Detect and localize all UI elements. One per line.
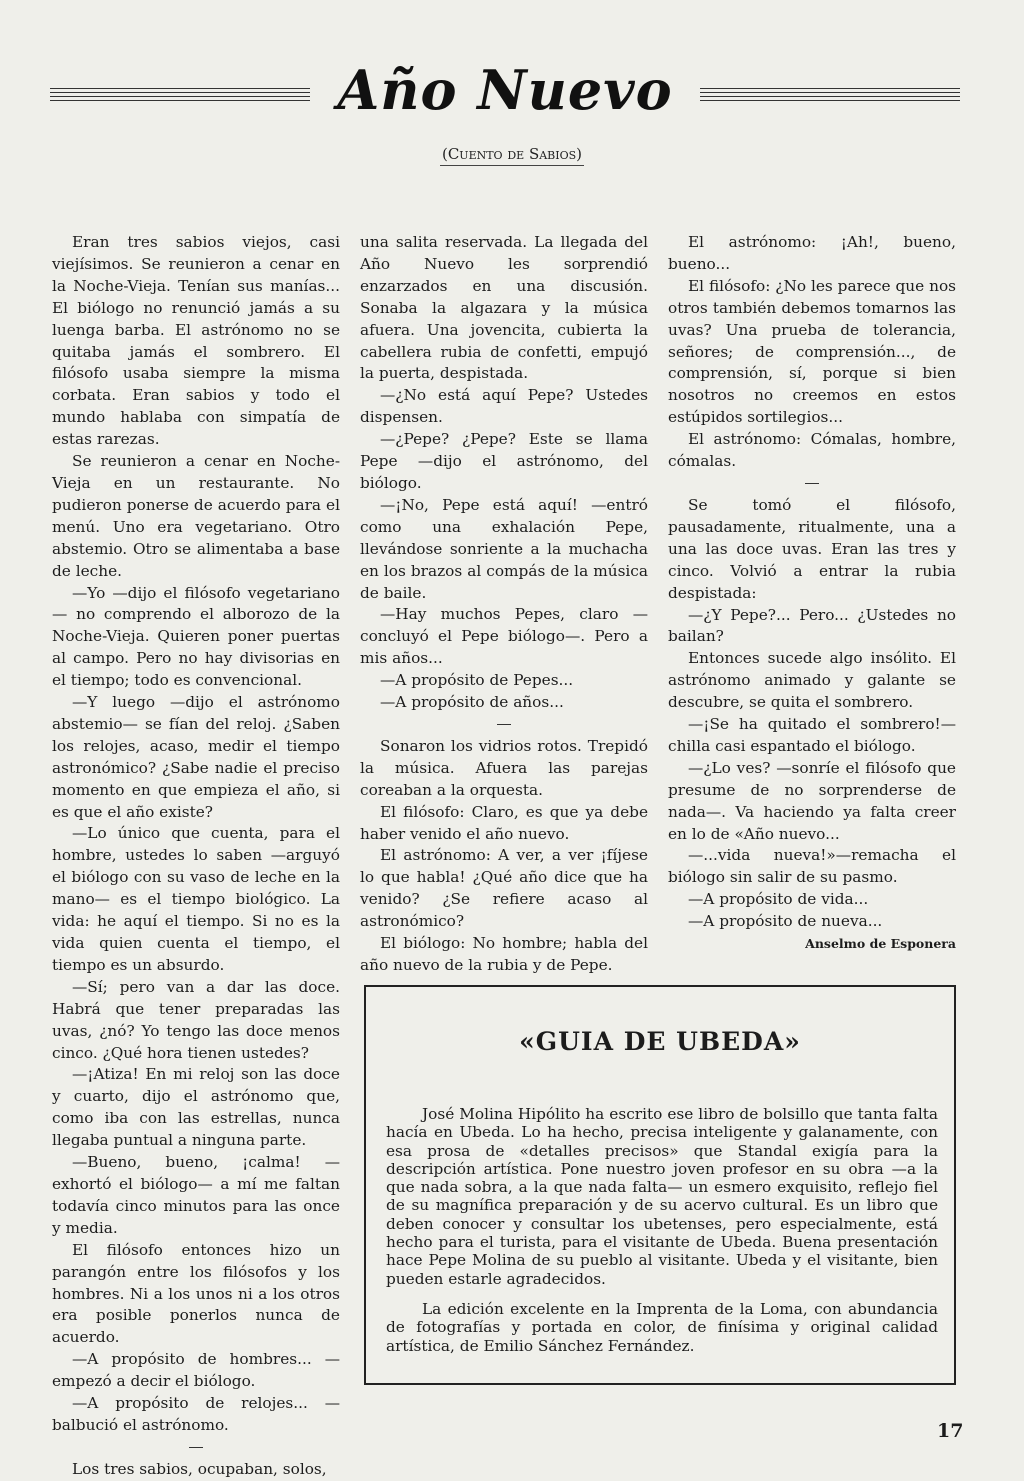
- article-subtitle: [0, 145, 1024, 163]
- paragraph: —¡Atiza! En mi reloj son las doce y cuarto, dijo el astrónomo que, como iba con las estrellas, nunca llegaba puntual a ninguna parte.: [52, 1065, 340, 1150]
- paragraph: —A propósito de hombres... —empezó a decir el biólogo.: [52, 1350, 340, 1391]
- paragraph: —A propósito de relojes... —balbució el astrónomo.: [52, 1394, 340, 1434]
- paragraph: —¿Lo ves? —sonríe el filósofo que presume de no sorprenderse de nada—. Va haciendo ya falta creer en lo de «Año nuevo...: [668, 758, 956, 843]
- paragraph: una salita reservada. La llegada del Año Nuevo les sorprendió enzarzados en una discusión. Sonaba la algazara y la música afuera. Una jovencita, cubierta la cabellera rubia de confetti, empujó la puerta, despistada.: [360, 233, 648, 383]
- paragraph: —...vida nueva!»—remacha el biólogo sin salir de su pasmo.: [668, 846, 956, 887]
- section-separator: [668, 473, 956, 495]
- section-separator: [52, 1437, 340, 1459]
- paragraph: —¿Pepe? ¿Pepe? Este se llama Pepe —dijo el astrónomo, del biólogo.: [360, 430, 648, 492]
- paragraph: Eran tres sabios viejos, casi viejísimos. Se reunieron a cenar en la Noche-Vieja. Tenían sus manías... El biólogo no renunció jamás a su luenga barba. El astrónomo no se quitaba jamás el sombrero. El filósofo usaba siempre la misma corbata. Eran sabios y todo el mundo hablaba con simpatía de estas rarezas.: [52, 233, 340, 449]
- paragraph: —Yo —dijo el filósofo vegetariano— no comprendo el alborozo de la Noche-Vieja. Quieren poner puertas al campo. Pero no hay divisorias en el tiempo; todo es convencional.: [52, 583, 340, 690]
- paragraph: El astrónomo: A ver, a ver ¡fíjese lo que habla! ¿Qué año dice que ha venido? ¿Se refiere acaso al astronómico?: [360, 846, 648, 931]
- paragraph: Los tres sabios, ocupaban, solos,: [72, 1459, 327, 1478]
- guia-paragraph: José Molina Hipólito ha escrito ese libro de bolsillo que tanta falta hacía en Ubeda. Lo ha hecho, precisa inteligente y galanamente, con esa prosa de «detalles precisos» que Standal exigía para la descripción artística. Pone nuestro joven profesor en su obra —a la que nada sobra, a la que nada falta— un esmero exquisito, reflejo fiel de su magnífica preparación y de su acervo cultural. Es un libro que deben conocer y consultar los ubetenses, pero especialmente, está hecho para el turista, para el visitante de Ubeda. Buena presentación hace Pepe Molina de su pueblo al visitante. Ubeda y el visitante, bien pueden estarle agradecidos.: [386, 1105, 938, 1288]
- paragraph: Se tomó el filósofo, pausadamente, ritualmente, una a una las doce uvas. Eran las tres y cinco. Volvió a entrar la rubia despistada:: [668, 495, 956, 602]
- paragraph: —Bueno, bueno, ¡calma! —exhortó el biólogo— a mí me faltan todavía cinco minutos para las once y media.: [52, 1153, 340, 1237]
- paragraph: —¿Y Pepe?... Pero... ¿Ustedes no bailan?: [668, 605, 956, 646]
- guia-body: [386, 1105, 938, 1367]
- paragraph: Entonces sucede algo insólito. El astrónomo animado y galante se descubre, se quita el sombrero.: [668, 649, 956, 712]
- paragraph: —A propósito de Pepes...: [380, 671, 574, 690]
- paragraph: El filósofo: ¿No les parece que nos otros también debemos tomarnos las uvas? Una prueba de tolerancia, señores; de comprensión..., de comprensión, sí, porque si bien nosotros no creemos en estos estúpidos sortilegios...: [668, 276, 956, 427]
- paragraph: El filósofo entonces hizo un parangón entre los filósofos y los hombres. Ni a los unos ni a los otros era posible ponerlos nunca de acuerdo.: [52, 1240, 340, 1347]
- paragraph: Sonaron los vidrios rotos. Trepidó la música. Afuera las parejas coreaban a la orquesta.: [360, 736, 648, 799]
- guia-paragraph: La edición excelente en la Imprenta de la Loma, con abundancia de fotografías y portada en color, de finísima y original calidad artística, de Emilio Sánchez Fernández.: [386, 1299, 938, 1355]
- paragraph: Se reunieron a cenar en Noche-Vieja en un restaurante. No pudieron ponerse de acuerdo para el menú. Uno era vegetariano. Otro abstemio. Otro se alimentaba a base de leche.: [52, 452, 340, 580]
- page-number: 17: [937, 1420, 964, 1442]
- paragraph: —Hay muchos Pepes, claro —concluyó el Pepe biólogo—. Pero a mis años...: [360, 605, 648, 668]
- paragraph: —¡No, Pepe está aquí! —entró como una exhalación Pepe, llevándose sonriente a la muchacha en los brazos al compás de la música de baile.: [360, 495, 648, 602]
- paragraph: —¿No está aquí Pepe? Ustedes dispensen.: [360, 386, 648, 427]
- article-subtitle-text: (Cuento de Sabios): [440, 145, 584, 166]
- paragraph: —A propósito de nueva...: [688, 912, 883, 931]
- section-separator: [360, 714, 648, 736]
- article-column-3: [668, 232, 956, 955]
- article-column-2: [360, 232, 648, 977]
- article-header: [50, 58, 960, 138]
- paragraph: —A propósito de años...: [380, 693, 564, 712]
- paragraph: El astrónomo: ¡Ah!, bueno, bueno...: [668, 233, 956, 273]
- paragraph: —A propósito de vida...: [688, 890, 869, 909]
- guia-title: «GUIA DE UBEDA»: [519, 1027, 801, 1056]
- article-column-1: [52, 232, 340, 1481]
- article-author: Anselmo de Esponera: [805, 936, 956, 952]
- paragraph: —Lo único que cuenta, para el hombre, ustedes lo saben —arguyó el biólogo con su vaso de leche en la mano— es el tiempo biológico. La vida: he aquí el tiempo. Si no es la vida quien cuenta el tiempo, el tiempo es un absurdo.: [52, 824, 340, 974]
- article-title: Año Nuevo: [337, 58, 673, 122]
- paragraph: —¡Se ha quitado el sombrero!—chilla casi espantado el biólogo.: [668, 715, 956, 755]
- paragraph: El astrónomo: Cómalas, hombre, cómalas.: [668, 430, 956, 471]
- paragraph: —Y luego —dijo el astrónomo abstemio— se fían del reloj. ¿Saben los relojes, acaso, medir el tiempo astronómico? ¿Sabe nadie el preciso momento en que empieza el año, si es que el año existe?: [52, 693, 340, 821]
- guia-de-ubeda-box: [364, 985, 956, 1385]
- paragraph: El biólogo: No hombre; habla del año nuevo de la rubia y de Pepe.: [360, 934, 648, 974]
- paragraph: —Sí; pero van a dar las doce. Habrá que tener preparadas las uvas, ¿nó? Yo tengo las doce menos cinco. ¿Qué hora tienen ustedes?: [52, 977, 340, 1062]
- paragraph: El filósofo: Claro, es que ya debe haber venido el año nuevo.: [360, 802, 648, 843]
